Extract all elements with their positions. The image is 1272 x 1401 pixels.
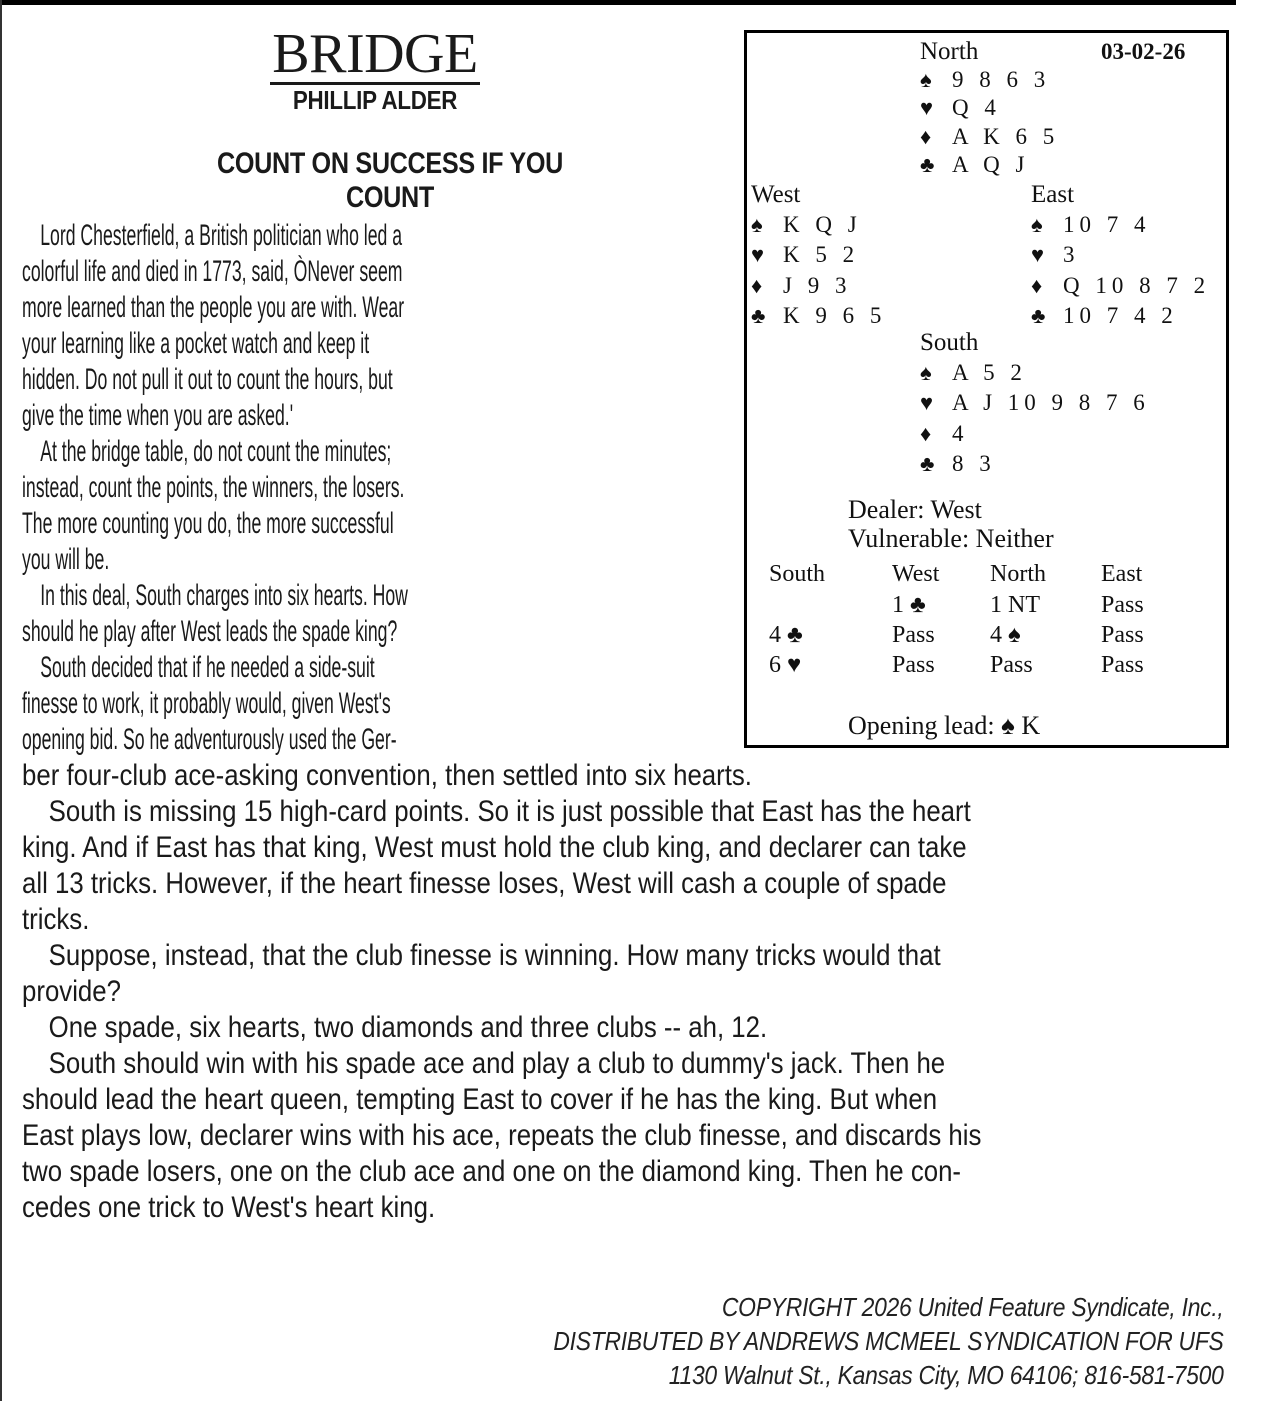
article-line: Lord Chesterfield, a British politician who led a bbox=[40, 219, 403, 252]
club-icon: ♣ bbox=[920, 152, 935, 177]
north-diamonds-cards: A K 6 5 bbox=[952, 124, 1060, 149]
east-diamonds bbox=[1031, 271, 1210, 301]
copyright-footer bbox=[462, 1290, 1224, 1392]
spade-icon: ♠ bbox=[1031, 212, 1043, 237]
north-hearts-cards: Q 4 bbox=[952, 95, 1001, 120]
south-label: South bbox=[920, 329, 979, 356]
article-line: finesse to work, it probably would, given West's bbox=[22, 687, 391, 720]
auction-bid: 1 ♣ bbox=[892, 592, 926, 618]
west-label: West bbox=[751, 181, 801, 208]
heart-icon: ♥ bbox=[751, 242, 765, 267]
west-clubs bbox=[751, 301, 886, 331]
diamond-icon: ♦ bbox=[1031, 273, 1043, 298]
article-line: give the time when you are asked.' bbox=[22, 399, 294, 432]
north-label: North bbox=[920, 38, 979, 65]
heart-icon: ♥ bbox=[1031, 242, 1045, 267]
east-label: East bbox=[1031, 181, 1075, 208]
north-diamonds bbox=[920, 122, 1059, 152]
auction-bid: Pass bbox=[1101, 652, 1144, 678]
article-line: tricks. bbox=[22, 903, 90, 936]
south-hearts-cards: A J 10 9 8 7 6 bbox=[952, 390, 1150, 415]
club-icon: ♣ bbox=[1031, 303, 1046, 328]
north-clubs-cards: A Q J bbox=[952, 152, 1030, 177]
south-clubs-cards: 8 3 bbox=[952, 451, 996, 476]
left-rule bbox=[0, 0, 2, 1401]
article-line: South decided that if he needed a side-suit bbox=[40, 651, 375, 684]
east-diamonds-cards: Q 10 8 7 2 bbox=[1063, 273, 1211, 298]
west-clubs-cards: K 9 6 5 bbox=[783, 303, 887, 328]
article-line: South should win with his spade ace and play a club to dummy's jack. Then he bbox=[48, 1047, 946, 1080]
deal-date: 03-02-26 bbox=[1101, 39, 1186, 64]
west-spades bbox=[751, 210, 862, 240]
article-line: your learning like a pocket watch and keep it bbox=[22, 327, 370, 360]
spade-icon: ♠ bbox=[920, 360, 932, 385]
article-line: At the bridge table, do not count the minutes; bbox=[40, 435, 392, 468]
west-diamonds bbox=[751, 271, 851, 301]
top-rule bbox=[0, 0, 1236, 5]
south-clubs bbox=[920, 449, 996, 479]
column-title: BRIDGE bbox=[272, 23, 478, 85]
auction-bid: Pass bbox=[1101, 592, 1144, 618]
south-spades-cards: A 5 2 bbox=[952, 360, 1027, 385]
south-diamonds-cards: 4 bbox=[952, 421, 969, 446]
auction-bid: 4 ♠ bbox=[990, 622, 1021, 648]
east-spades-cards: 10 7 4 bbox=[1063, 212, 1151, 237]
club-icon: ♣ bbox=[920, 451, 935, 476]
north-spades-cards: 9 8 6 3 bbox=[952, 67, 1051, 92]
auction-row bbox=[747, 650, 1226, 680]
spade-icon: ♠ bbox=[920, 67, 932, 92]
auction-header-south: South bbox=[769, 561, 826, 587]
auction-bid: Pass bbox=[990, 652, 1033, 678]
article-headline: COUNT ON SUCCESS IF YOU COUNT bbox=[216, 147, 564, 214]
north-spades bbox=[920, 65, 1050, 95]
east-clubs bbox=[1031, 301, 1178, 331]
east-spades bbox=[1031, 210, 1151, 240]
auction-bid: Pass bbox=[1101, 622, 1144, 648]
article-line: should he play after West leads the spade king? bbox=[22, 615, 398, 648]
article-line: ber four-club ace-asking convention, then settled into six hearts. bbox=[22, 759, 752, 792]
article-line: Suppose, instead, that the club finesse is winning. How many tricks would that bbox=[48, 939, 941, 972]
heart-icon: ♥ bbox=[920, 95, 934, 120]
spade-icon: ♠ bbox=[751, 212, 763, 237]
article-line: One spade, six hearts, two diamonds and three clubs -- ah, 12. bbox=[48, 1011, 768, 1044]
north-clubs bbox=[920, 150, 1029, 180]
south-hearts bbox=[920, 388, 1150, 418]
auction-row bbox=[747, 590, 1226, 620]
west-spades-cards: K Q J bbox=[783, 212, 862, 237]
auction-header-east: East bbox=[1101, 561, 1143, 587]
masthead bbox=[230, 23, 520, 115]
north-hearts bbox=[920, 93, 1001, 123]
west-hearts bbox=[751, 240, 859, 270]
article-line: king. And if East has that king, West must hold the club king, and declarer can take bbox=[22, 831, 967, 864]
dealer-info: Dealer: West bbox=[848, 495, 982, 524]
auction-header-north: North bbox=[990, 561, 1046, 587]
east-hearts bbox=[1031, 240, 1080, 270]
south-spades bbox=[920, 358, 1027, 388]
diamond-icon: ♦ bbox=[751, 273, 763, 298]
diamond-icon: ♦ bbox=[920, 421, 932, 446]
bridge-diagram bbox=[744, 30, 1229, 748]
copyright-line: COPYRIGHT 2026 United Feature Syndicate, Inc., bbox=[722, 1292, 1224, 1322]
article-line: South is missing 15 high-card points. So it is just possible that East has the heart bbox=[48, 795, 971, 828]
vulnerability-info: Vulnerable: Neither bbox=[848, 524, 1054, 553]
auction-header bbox=[747, 559, 1226, 589]
auction-bid: 4 ♣ bbox=[769, 622, 803, 648]
auction-header-west: West bbox=[892, 561, 940, 587]
article-line: all 13 tricks. However, if the heart finesse loses, West will cash a couple of spade bbox=[22, 867, 947, 900]
auction-bid: 1 NT bbox=[990, 592, 1040, 618]
article-line: instead, count the points, the winners, the losers. bbox=[22, 471, 405, 504]
west-diamonds-cards: J 9 3 bbox=[783, 273, 852, 298]
article-line: cedes one trick to West's heart king. bbox=[22, 1191, 436, 1224]
article-line: should lead the heart queen, tempting East to cover if he has the king. But when bbox=[22, 1083, 938, 1116]
west-hearts-cards: K 5 2 bbox=[783, 242, 860, 267]
club-icon: ♣ bbox=[751, 303, 766, 328]
distribution-line: DISTRIBUTED BY ANDREWS MCMEEL SYNDICATION FOR UFS bbox=[553, 1326, 1224, 1356]
article-line: East plays low, declarer wins with his ace, repeats the club finesse, and discards his bbox=[22, 1119, 982, 1152]
article-line: you will be. bbox=[22, 543, 110, 576]
address-line: 1130 Walnut St., Kansas City, MO 64106; 816-581-7500 bbox=[669, 1360, 1224, 1390]
article-line: hidden. Do not pull it out to count the hours, but bbox=[22, 363, 393, 396]
article-line: two spade losers, one on the club ace and one on the diamond king. Then he con- bbox=[22, 1155, 962, 1188]
auction-bid: Pass bbox=[892, 652, 935, 678]
article-line: The more counting you do, the more successful bbox=[22, 507, 394, 540]
auction-bid: 6 ♥ bbox=[769, 652, 802, 678]
article-line: opening bid. So he adventurously used the Ger- bbox=[22, 723, 397, 756]
article-line: provide? bbox=[22, 975, 121, 1008]
east-hearts-cards: 3 bbox=[1063, 242, 1080, 267]
article-line: In this deal, South charges into six hearts. How bbox=[40, 579, 408, 612]
east-clubs-cards: 10 7 4 2 bbox=[1063, 303, 1178, 328]
article-line: more learned than the people you are with. Wear bbox=[22, 291, 405, 324]
auction-bid: Pass bbox=[892, 622, 935, 648]
auction-row bbox=[747, 620, 1226, 650]
heart-icon: ♥ bbox=[920, 390, 934, 415]
column-author: PHILLIP ALDER bbox=[292, 85, 458, 115]
south-diamonds bbox=[920, 419, 969, 449]
diamond-icon: ♦ bbox=[920, 124, 932, 149]
opening-lead: Opening lead: ♠ K bbox=[848, 711, 1041, 740]
article-line: colorful life and died in 1773, said, ÒNever seem bbox=[22, 255, 403, 288]
